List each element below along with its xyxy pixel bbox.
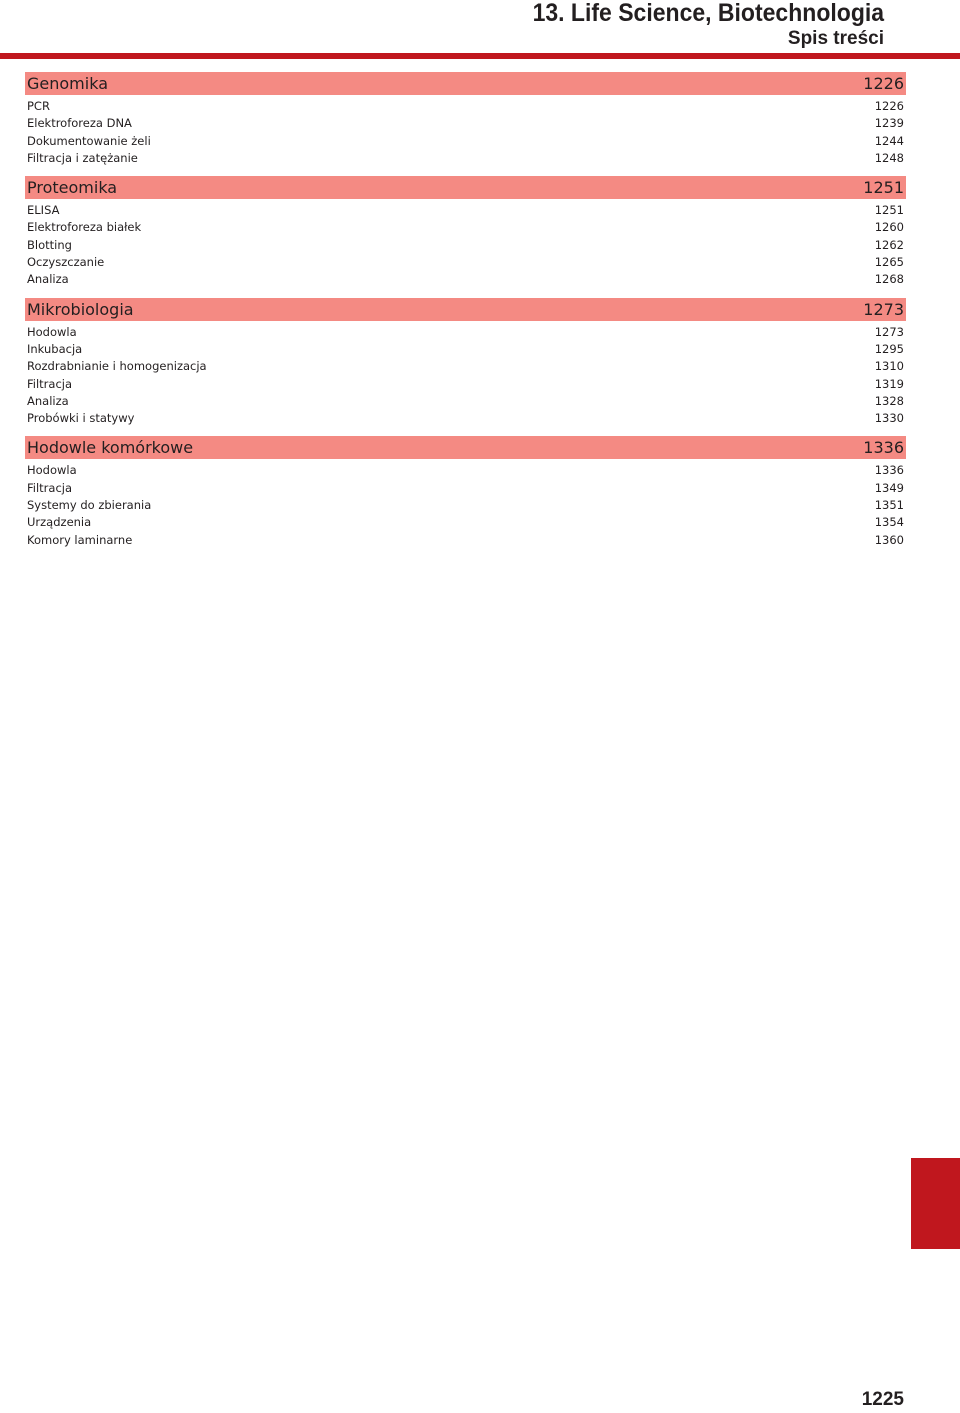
entry-label: Komory laminarne [27,532,133,547]
entry-label: Dokumentowanie żeli [27,133,151,148]
entry-page: 1336 [874,463,904,478]
entry-label: Rozdrabnianie i homogenizacja [27,359,207,374]
entry-label: Analiza [27,393,69,408]
entry-label: Filtracja i zatężanie [27,150,138,165]
toc-entry[interactable] [25,150,906,167]
section-page: 1226 [863,74,904,93]
section-page: 1251 [863,178,904,198]
toc-entry[interactable] [25,219,906,236]
section-title: Proteomika [27,178,118,198]
table-of-contents [25,72,906,558]
entry-label: Oczyszczanie [27,255,105,270]
section-page: 1273 [863,299,904,319]
section-header[interactable] [25,436,906,459]
toc-entry[interactable] [25,376,906,393]
entry-page: 1260 [874,220,904,235]
entry-page: 1268 [874,272,904,287]
section-header[interactable] [25,298,906,321]
chapter-side-tab [911,1158,960,1249]
section-title: Mikrobiologia [27,299,134,319]
entry-page: 1265 [874,255,904,270]
header-rule [0,53,960,59]
section-header[interactable] [25,176,906,199]
toc-entry[interactable] [25,410,906,427]
toc-entry[interactable] [25,497,906,514]
entry-label: Elektroforeza białek [27,220,142,235]
entry-page: 1354 [874,515,904,530]
entry-page: 1273 [874,324,904,339]
entry-label: PCR [27,99,50,113]
entry-label: Probówki i statywy [27,411,135,426]
toc-entry[interactable] [25,532,906,549]
entry-page: 1244 [874,133,904,148]
toc-entry[interactable] [25,514,906,531]
section-page: 1336 [863,438,904,458]
toc-entry[interactable] [25,202,906,219]
section-title: Hodowle komórkowe [27,438,194,458]
entry-page: 1360 [874,532,904,547]
entry-label: Hodowla [27,463,77,478]
entry-label: Blotting [27,237,72,252]
entry-page: 1328 [874,393,904,408]
entry-label: Elektroforeza DNA [27,116,132,131]
entry-label: Inkubacja [27,341,83,356]
toc-entry[interactable] [25,98,906,115]
entry-label: Urządzenia [27,515,92,530]
entry-label: Systemy do zbierania [27,498,152,513]
entry-page: 1295 [874,341,904,356]
entry-label: Hodowla [27,324,77,339]
entry-page: 1351 [874,498,904,513]
toc-entry[interactable] [25,341,906,358]
toc-entry[interactable] [25,462,906,479]
toc-entry[interactable] [25,358,906,375]
entry-page: 1248 [874,150,904,165]
entry-label: Filtracja [27,376,73,391]
entry-page: 1349 [874,480,904,495]
page-number: 1225 [861,1389,904,1410]
section-hodowle-komorkowe [25,436,906,548]
entry-page: 1330 [874,411,904,426]
toc-entry[interactable] [25,324,906,341]
toc-entry[interactable] [25,115,906,132]
entry-page: 1226 [874,99,904,113]
entry-label: Filtracja [27,480,73,495]
entry-label: ELISA [27,203,60,218]
toc-entry[interactable] [25,237,906,254]
toc-entry[interactable] [25,393,906,410]
section-mikrobiologia [25,298,906,428]
toc-entry[interactable] [25,254,906,271]
toc-entry[interactable] [25,133,906,150]
entry-page: 1262 [874,237,904,252]
chapter-subtitle: Spis treści [787,28,884,49]
entry-page: 1319 [874,376,904,391]
entry-page: 1310 [874,359,904,374]
chapter-title: 13. Life Science, Biotechnologia [532,0,884,27]
entry-label: Analiza [27,272,69,287]
section-header[interactable] [25,72,906,95]
section-proteomika [25,176,906,288]
toc-entry[interactable] [25,480,906,497]
entry-page: 1239 [874,116,904,131]
section-title: Genomika [27,74,108,93]
entry-page: 1251 [874,203,904,218]
section-genomika [25,72,906,167]
toc-entry[interactable] [25,271,906,288]
